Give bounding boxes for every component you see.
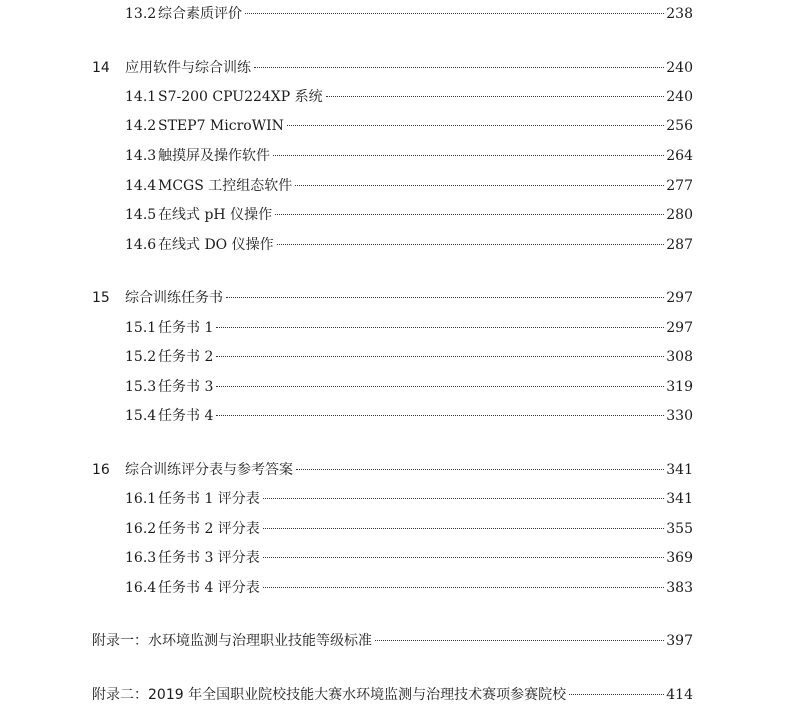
toc-entry-14-6[interactable] xyxy=(92,235,693,255)
entry-page: 297 xyxy=(666,290,693,306)
entry-title: 任务书 4 xyxy=(158,408,214,424)
dot-leader xyxy=(277,244,665,245)
entry-number: 14.5 xyxy=(125,207,157,223)
entry-title: 在线式 pH 仪操作 xyxy=(158,207,273,223)
dot-leader xyxy=(245,13,664,14)
toc-entry-15-1[interactable] xyxy=(92,318,693,338)
toc-appendix-1[interactable] xyxy=(92,631,693,651)
toc-entry-16-2[interactable] xyxy=(92,519,693,539)
dot-leader xyxy=(216,415,664,416)
entry-page: 330 xyxy=(666,408,693,424)
entry-page: 264 xyxy=(666,148,693,164)
toc-entry-14-1[interactable] xyxy=(92,87,693,107)
dot-leader xyxy=(263,528,664,529)
toc-appendix-2[interactable] xyxy=(92,685,693,705)
toc-entry-14-2[interactable] xyxy=(92,116,693,136)
entry-page: 240 xyxy=(666,60,693,76)
dot-leader xyxy=(273,155,664,156)
entry-number: 14.1 xyxy=(125,89,157,105)
entry-page: 240 xyxy=(666,89,693,105)
entry-title: 触摸屏及操作软件 xyxy=(158,148,270,164)
chapter-number: 16 xyxy=(92,462,110,478)
dot-leader xyxy=(295,185,664,186)
entry-page: 308 xyxy=(666,349,693,365)
toc-entry-15-2[interactable] xyxy=(92,347,693,367)
entry-page: 277 xyxy=(666,178,693,194)
toc-entry-16-3[interactable] xyxy=(92,548,693,568)
entry-title: 任务书 3 xyxy=(158,379,214,395)
entry-number: 15.4 xyxy=(125,408,157,424)
entry-number: 16.1 xyxy=(125,491,157,507)
dot-leader xyxy=(216,386,664,387)
entry-number: 14.2 xyxy=(125,118,157,134)
entry-number: 14.4 xyxy=(125,178,157,194)
entry-title: 任务书 4 评分表 xyxy=(158,580,260,596)
entry-title: 任务书 1 评分表 xyxy=(158,491,260,507)
dot-leader xyxy=(296,469,664,470)
entry-title: 任务书 2 xyxy=(158,349,214,365)
dot-leader xyxy=(263,498,664,499)
toc-entry-15-4[interactable] xyxy=(92,406,693,426)
entry-number: 14.3 xyxy=(125,148,157,164)
dot-leader xyxy=(216,356,664,357)
entry-title: STEP7 MicroWIN xyxy=(158,118,284,134)
toc-entry-14-5[interactable] xyxy=(92,205,693,225)
entry-number: 16.4 xyxy=(125,580,157,596)
dot-leader xyxy=(263,557,664,558)
dot-leader xyxy=(226,297,664,298)
toc-entry-14-3[interactable] xyxy=(92,146,693,166)
chapter-title: 综合训练任务书 xyxy=(125,290,223,306)
dot-leader xyxy=(275,214,664,215)
entry-number: 15.2 xyxy=(125,349,157,365)
toc-chapter-14[interactable] xyxy=(92,58,693,78)
entry-title: MCGS 工控组态软件 xyxy=(158,178,293,194)
entry-page: 341 xyxy=(666,491,693,507)
entry-number: 13.2 xyxy=(125,6,157,22)
entry-title: 任务书 3 评分表 xyxy=(158,550,260,566)
entry-number: 15.3 xyxy=(125,379,157,395)
dot-leader xyxy=(569,694,664,695)
toc-entry-14-4[interactable] xyxy=(92,176,693,196)
entry-title: 综合素质评价 xyxy=(158,6,242,22)
entry-page: 341 xyxy=(666,462,693,478)
entry-page: 238 xyxy=(666,6,693,22)
toc-chapter-15[interactable] xyxy=(92,288,693,308)
entry-title: 任务书 1 xyxy=(158,320,214,336)
entry-title: 在线式 DO 仪操作 xyxy=(158,237,274,253)
entry-page: 256 xyxy=(666,118,693,134)
entry-page: 383 xyxy=(666,580,693,596)
toc-entry-13-2[interactable] xyxy=(92,4,693,24)
entry-title: 任务书 2 评分表 xyxy=(158,521,260,537)
chapter-title: 应用软件与综合训练 xyxy=(125,60,251,76)
toc-entry-16-4[interactable] xyxy=(92,578,693,598)
chapter-number: 15 xyxy=(92,290,110,306)
dot-leader xyxy=(375,640,664,641)
entry-page: 355 xyxy=(666,521,693,537)
entry-page: 369 xyxy=(666,550,693,566)
dot-leader xyxy=(287,125,664,126)
entry-title: S7-200 CPU224XP 系统 xyxy=(158,89,323,105)
dot-leader xyxy=(263,587,664,588)
entry-page: 397 xyxy=(666,633,693,649)
entry-page: 280 xyxy=(666,207,693,223)
entry-number: 16.3 xyxy=(125,550,157,566)
chapter-number: 14 xyxy=(92,60,110,76)
dot-leader xyxy=(216,327,664,328)
entry-number: 14.6 xyxy=(125,237,157,253)
dot-leader xyxy=(326,96,665,97)
dot-leader xyxy=(254,67,664,68)
toc-entry-16-1[interactable] xyxy=(92,489,693,509)
entry-page: 287 xyxy=(666,237,693,253)
entry-page: 414 xyxy=(666,687,693,703)
toc-entry-15-3[interactable] xyxy=(92,377,693,397)
appendix-title: 附录二：2019 年全国职业院校技能大赛水环境监测与治理技术赛项参赛院校 xyxy=(92,687,567,703)
appendix-title: 附录一：水环境监测与治理职业技能等级标准 xyxy=(92,633,372,649)
entry-page: 297 xyxy=(666,320,693,336)
entry-number: 15.1 xyxy=(125,320,157,336)
entry-page: 319 xyxy=(666,379,693,395)
toc-chapter-16[interactable] xyxy=(92,460,693,480)
entry-number: 16.2 xyxy=(125,521,157,537)
chapter-title: 综合训练评分表与参考答案 xyxy=(125,462,293,478)
